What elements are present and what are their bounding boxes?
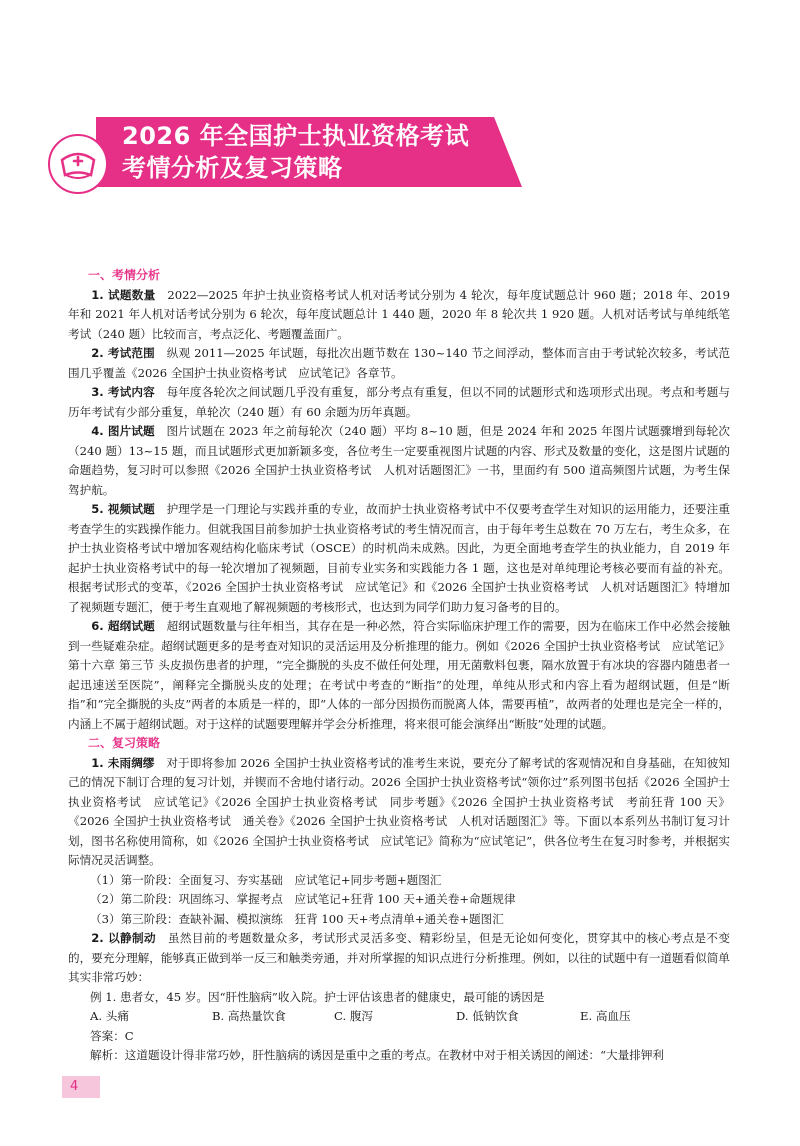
item-label: 1. 未雨绸缪 bbox=[91, 755, 155, 770]
item-text: 2022—2025 年护士执业资格考试人机对话考试分别为 4 轮次，每年度试题总计 960 题；2018 年、2019 年和 2021 年人机对话考试分别为 6 轮次，每年度试题总计 1 440 题，2020 年 8 轮次共 1 920 题。人机对话考试与单纯纸笔考试（240 题）比较而言，考点泛化、考题覆盖面广。 bbox=[68, 287, 730, 341]
item-text: 纵观 2011—2025 年试题，每批次出题节数在 130~140 节之间浮动，整体而言由于考试轮次较多，考试范围几乎覆盖《2026 全国护士执业资格考试 应试笔记》各章节。 bbox=[68, 346, 730, 380]
example-explanation: 解析：这道题设计得非常巧妙，肝性脑病的诱因是重中之重的考点。在教材中对于相关诱因的阐述：“大量排钾利 bbox=[90, 1048, 665, 1062]
item-label: 3. 考试内容 bbox=[91, 385, 155, 399]
item-text: 护理学是一门理论与实践并重的专业，故而护士执业资格考试中不仅要考查学生对知识的运用能力，还要注重考查学生的实践操作能力。但就我国目前参加护士执业资格考试的考生情况而言，由于每年考生总数在 70 万左右，考生众多，在护士执业资格考试中增加客观结构化临床考试（OSCE）的时机尚未成熟。因此，为更全面地考查学生的执业能力，自 2019 年起护士执业资格考试中的每一轮次增加了视频题，目前专业实务和实践能力各 1 题，这也是对单纯理论考核必要而有益的补充。根据考试形式的变革，《2026 全国护士执业资格考试 应试笔记》和《2026 全国护士执业资格考试 人机对话题图汇》特增加了视频题专题汇，便于考生直观地了解视频题的考核形式，也达到为同学们助力复习备考的目的。 bbox=[68, 502, 730, 614]
nurse-cap-logo bbox=[48, 134, 108, 194]
item-text: 超纲试题数量与往年相当，其存在是一种必然，符合实际临床护理工作的需要，因为在临床工作中必然会接触到一些疑难杂症。超纲试题更多的是考查对知识的灵活运用及分析推理的能力。例如《2026 全国护士执业资格考试 应试笔记》第十六章 第三节 头皮损伤患者的护理，“完全撕脱的头皮不做任何处理，用无菌敷料包裹，隔水放置于有冰块的容器内随患者一起迅速送至医院”，阐释完全撕脱头皮的处理；在考试中考查的“断指”的处理，单纯从形式和内容上看为超纲试题，但是“断指”和“完全撕脱的头皮”两者的本质是一样的，即“人体的一部分因损伤而脱离人体，需要再植”，故两者的处理也是完全一样的，内涵上不属于超纲试题。对于这样的试题要理解并学会分析推理，将来很可能会演绎出“断肢”处理的试题。 bbox=[68, 619, 730, 731]
stage-3: （3）第三阶段：查缺补漏、模拟演练 狂背 100 天+考点清单+通关卷+题图汇 bbox=[90, 911, 504, 926]
paragraph-video-questions bbox=[68, 500, 730, 617]
item-text: 图片试题在 2023 年之前每轮次（240 题）平均 8~10 题，但是 2024 年和 2025 年图片试题骤增到每轮次（240 题）13~15 题，而且试题形式更加新颖多变，各位考生一定要重视图片试题的内容、形式及数量的变化，这是图片试题的命题趋势，复习时可以参照《2026 全国护士执业资格考试 人机对话题图汇》一书，里面约有 500 道高频图片试题，为考生保驾护航。 bbox=[68, 424, 730, 497]
paragraph-image-questions bbox=[68, 422, 730, 500]
page-number: 4 bbox=[62, 1076, 100, 1098]
paragraph-exam-content bbox=[68, 383, 730, 422]
example-question-stem: 例 1. 患者女，45 岁。因“肝性脑病”收入院。护士评估该患者的健康史，最可能的诱因是 bbox=[90, 989, 545, 1004]
item-label: 2. 以静制动 bbox=[91, 931, 156, 945]
stage-2: （2）第二阶段：巩固练习、掌握考点 应试笔记+狂背 100 天+通关卷+命题规律 bbox=[90, 892, 516, 906]
example-options bbox=[68, 1007, 730, 1027]
item-label: 4. 图片试题 bbox=[91, 424, 155, 438]
item-label: 6. 超纲试题 bbox=[91, 619, 155, 633]
option-b: B. 高热量饮食 bbox=[212, 1009, 286, 1023]
paragraph-core-points bbox=[68, 929, 730, 988]
page-title-line2: 考情分析及复习策略 bbox=[122, 154, 343, 182]
option-d: D. 低钠饮食 bbox=[456, 1009, 519, 1023]
paragraph-prepare-early bbox=[68, 754, 730, 871]
document-body bbox=[68, 266, 730, 1066]
paragraph-exam-scope bbox=[68, 344, 730, 383]
nurse-cap-icon bbox=[53, 139, 103, 189]
item-text: 对于即将参加 2026 全国护士执业资格考试的准考生来说，要充分了解考试的客观情况和自身基础，在知彼知己的情况下制订合理的复习计划，并锲而不舍地付诸行动。2026 全国护士执业资格考试“领你过”系列图书包括《2026 全国护士执业资格考试 应试笔记》《2026 全国护士执业资格考试 同步考题》《2026 全国护士执业资格考试 考前狂背 100 天》《2026 全国护士执业资格考试 通关卷》《2026 全国护士执业资格考试 人机对话题图汇》等。下面以本系列丛书制订复习计划，图书名称使用简称，如《2026 全国护士执业资格考试 应试笔记》简称为“应试笔记”，供各位考生在复习时参考，并根据实际情况灵活调整。 bbox=[68, 755, 730, 867]
paragraph-beyond-syllabus bbox=[68, 617, 730, 734]
item-label: 5. 视频试题 bbox=[91, 502, 155, 516]
paragraph-question-count bbox=[68, 286, 730, 345]
section-heading-strategy: 二、复习策略 bbox=[88, 736, 161, 750]
page-title bbox=[122, 120, 502, 184]
option-a: A. 头痛 bbox=[90, 1009, 129, 1023]
page-title-line1: 2026 年全国护士执业资格考试 bbox=[122, 122, 470, 150]
example-answer: 答案：C bbox=[90, 1028, 134, 1043]
item-label: 1. 试题数量 bbox=[91, 287, 156, 302]
stage-1: （1）第一阶段：全面复习、夯实基础 应试笔记+同步考题+题图汇 bbox=[90, 872, 442, 887]
item-label: 2. 考试范围 bbox=[91, 346, 155, 360]
item-text: 每年度各轮次之间试题几乎没有重复，部分考点有重复，但以不同的试题形式和选项形式出现。考点和考题与历年考试有少部分重复，单轮次（240 题）有 60 余题为历年真题。 bbox=[68, 385, 730, 419]
option-e: E. 高血压 bbox=[580, 1009, 631, 1023]
option-c: C. 腹泻 bbox=[334, 1009, 374, 1023]
section-heading-analysis: 一、考情分析 bbox=[88, 268, 161, 282]
item-text: 虽然目前的考题数量众多，考试形式灵活多变、精彩纷呈，但是无论如何变化，贯穿其中的核心考点是不变的，要充分理解，能够真正做到举一反三和触类旁通，并对所掌握的知识点进行分析推理。例如，以往的试题中有一道题看似简单其实非常巧妙： bbox=[68, 931, 730, 984]
